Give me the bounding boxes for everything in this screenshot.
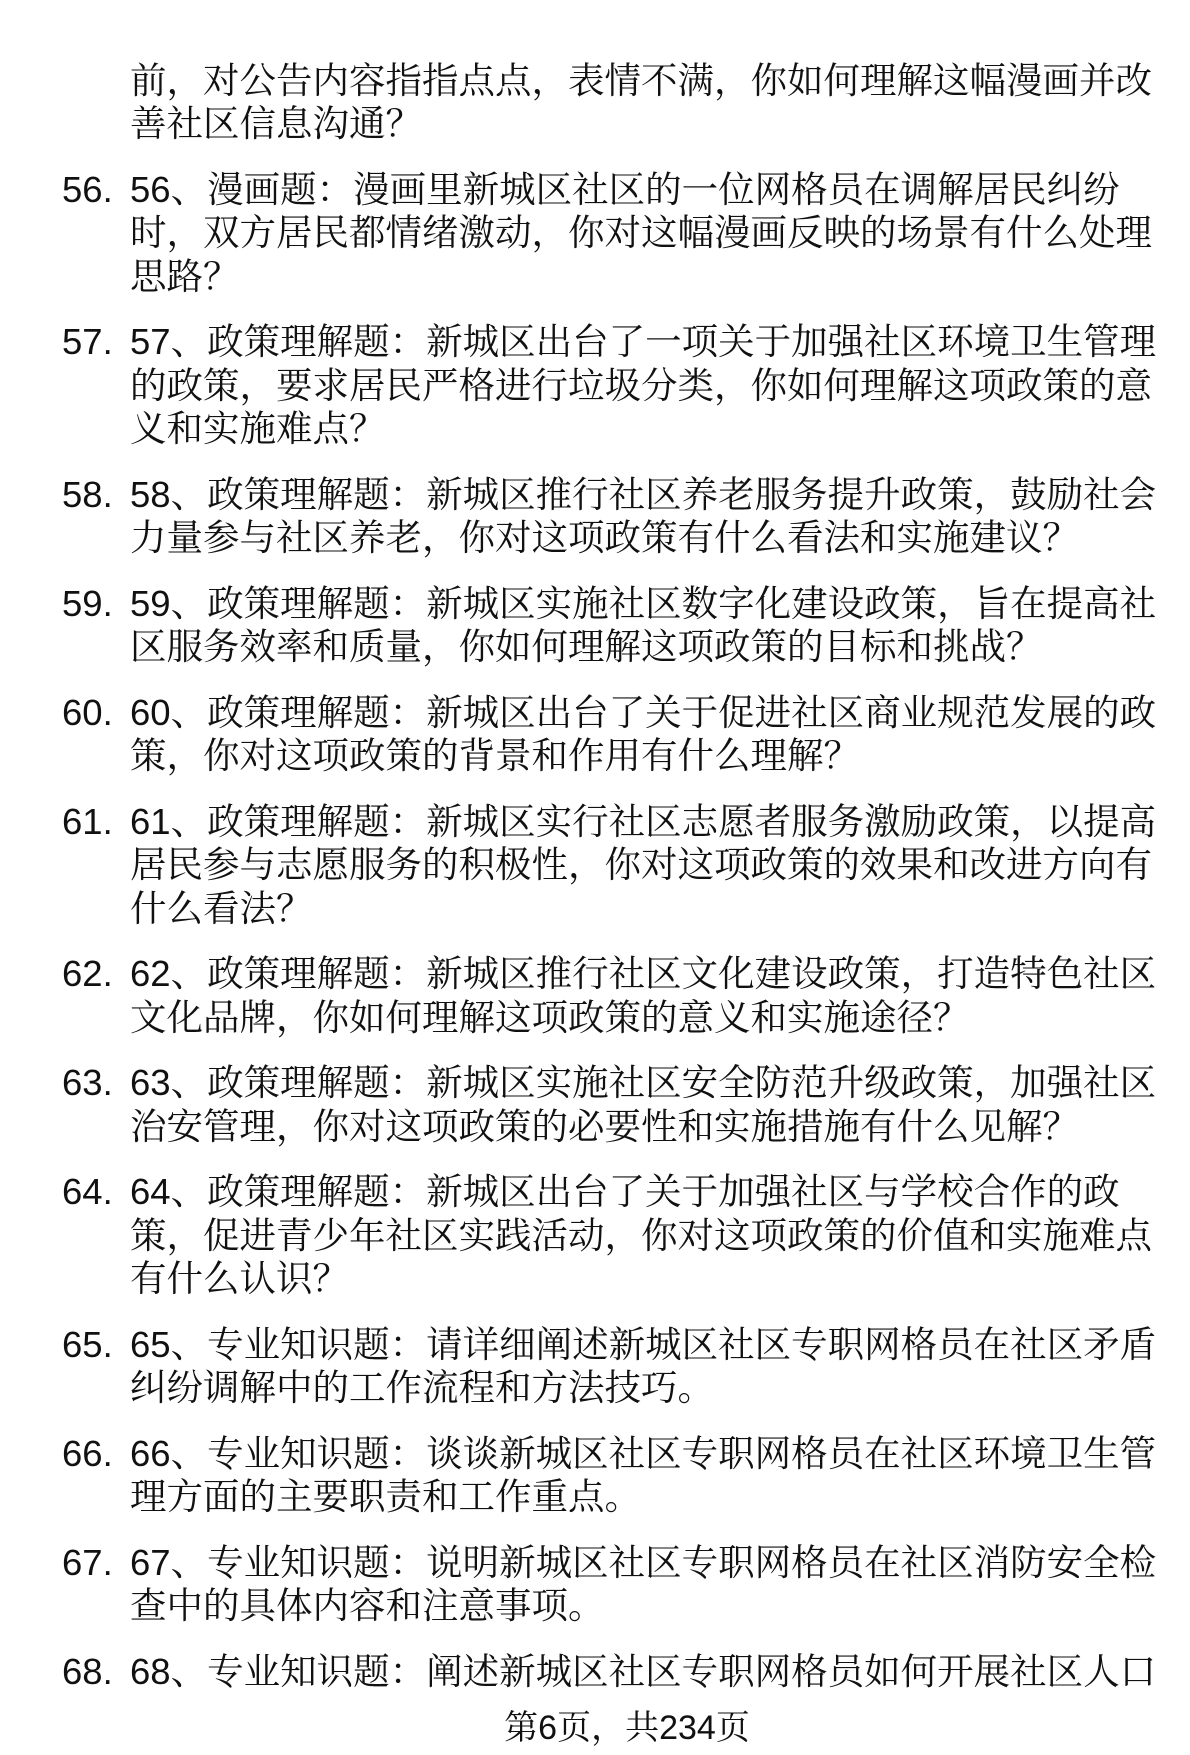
item-text-line: 纠纷调解中的工作流程和方法技巧。 xyxy=(130,1367,714,1409)
page-number-footer: 第6页，共234页 xyxy=(504,1709,750,1747)
item-text-line: 居民参与志愿服务的积极性，你对这项政策的效果和改进方向有 xyxy=(130,844,1152,886)
item-text-line: 64、政策理解题：新城区出台了关于加强社区与学校合作的政 xyxy=(130,1171,1120,1213)
item-text-line: 62、政策理解题：新城区推行社区文化建设政策，打造特色社区 xyxy=(130,953,1157,995)
item-number: 66. xyxy=(62,1432,113,1474)
item-text-line: 63、政策理解题：新城区实施社区安全防范升级政策，加强社区 xyxy=(130,1062,1157,1104)
item-text-line: 有什么认识？ xyxy=(130,1258,349,1300)
item-text-line: 65、专业知识题：请详细阐述新城区社区专职网格员在社区矛盾 xyxy=(130,1323,1157,1365)
item-text-line: 前，对公告内容指指点点，表情不满，你如何理解这幅漫画并改 xyxy=(130,59,1152,101)
list-item xyxy=(0,320,1190,451)
item-text-line: 策，你对这项政策的背景和作用有什么理解？ xyxy=(130,735,860,777)
item-text-line: 59、政策理解题：新城区实施社区数字化建设政策，旨在提高社 xyxy=(130,582,1157,624)
list-item xyxy=(0,168,1190,299)
item-number: 58. xyxy=(62,473,113,515)
item-number: 67. xyxy=(62,1541,113,1583)
list-item xyxy=(0,1061,1190,1148)
item-text-line: 56、漫画题：漫画里新城区社区的一位网格员在调解居民纠纷 xyxy=(130,168,1120,210)
item-text-line: 的政策，要求居民严格进行垃圾分类，你如何理解这项政策的意 xyxy=(130,364,1152,406)
item-text-line: 理方面的主要职责和工作重点。 xyxy=(130,1476,641,1518)
item-number: 62. xyxy=(62,953,113,995)
item-text-line: 什么看法？ xyxy=(130,887,313,929)
item-number: 65. xyxy=(62,1323,113,1365)
question-list xyxy=(0,59,1190,1694)
list-item xyxy=(0,1650,1190,1694)
item-text-line: 区服务效率和质量，你如何理解这项政策的目标和挑战？ xyxy=(130,626,1043,668)
item-text-line: 67、专业知识题：说明新城区社区专职网格员在社区消防安全检 xyxy=(130,1541,1157,1583)
item-text-line: 68、专业知识题：阐述新城区社区专职网格员如何开展社区人口 xyxy=(130,1650,1157,1692)
list-item xyxy=(0,582,1190,669)
item-number: 63. xyxy=(62,1062,113,1104)
item-text-line: 60、政策理解题：新城区出台了关于促进社区商业规范发展的政 xyxy=(130,691,1157,733)
item-text-line: 义和实施难点？ xyxy=(130,408,386,450)
list-item xyxy=(0,1541,1190,1628)
item-text-line: 66、专业知识题：谈谈新城区社区专职网格员在社区环境卫生管 xyxy=(130,1432,1157,1474)
item-number: 57. xyxy=(62,321,113,363)
item-text-line: 57、政策理解题：新城区出台了一项关于加强社区环境卫生管理 xyxy=(130,321,1157,363)
item-number: 59. xyxy=(62,582,113,624)
item-text-line: 策，促进青少年社区实践活动，你对这项政策的价值和实施难点 xyxy=(130,1214,1152,1256)
item-text-line: 善社区信息沟通？ xyxy=(130,103,422,145)
list-item xyxy=(0,1323,1190,1410)
list-item xyxy=(0,473,1190,560)
item-number: 60. xyxy=(62,691,113,733)
list-item xyxy=(0,952,1190,1039)
item-text-line: 58、政策理解题：新城区推行社区养老服务提升政策，鼓励社会 xyxy=(130,473,1157,515)
item-number: 56. xyxy=(62,168,113,210)
item-text-line: 治安管理，你对这项政策的必要性和实施措施有什么见解？ xyxy=(130,1105,1079,1147)
list-item xyxy=(0,691,1190,778)
item-number: 61. xyxy=(62,800,113,842)
item-text-line: 文化品牌，你如何理解这项政策的意义和实施途径？ xyxy=(130,996,970,1038)
item-text-line: 思路？ xyxy=(130,255,240,297)
list-item xyxy=(0,1432,1190,1519)
item-number: 68. xyxy=(62,1650,113,1692)
list-item xyxy=(0,800,1190,931)
continued-list-item xyxy=(0,59,1190,146)
item-text-line: 时，双方居民都情绪激动，你对这幅漫画反映的场景有什么处理 xyxy=(130,212,1152,254)
item-text-line: 力量参与社区养老，你对这项政策有什么看法和实施建议？ xyxy=(130,517,1079,559)
item-number: 64. xyxy=(62,1171,113,1213)
item-text-line: 查中的具体内容和注意事项。 xyxy=(130,1585,605,1627)
list-item xyxy=(0,1170,1190,1301)
item-text-line: 61、政策理解题：新城区实行社区志愿者服务激励政策，以提高 xyxy=(130,800,1157,842)
